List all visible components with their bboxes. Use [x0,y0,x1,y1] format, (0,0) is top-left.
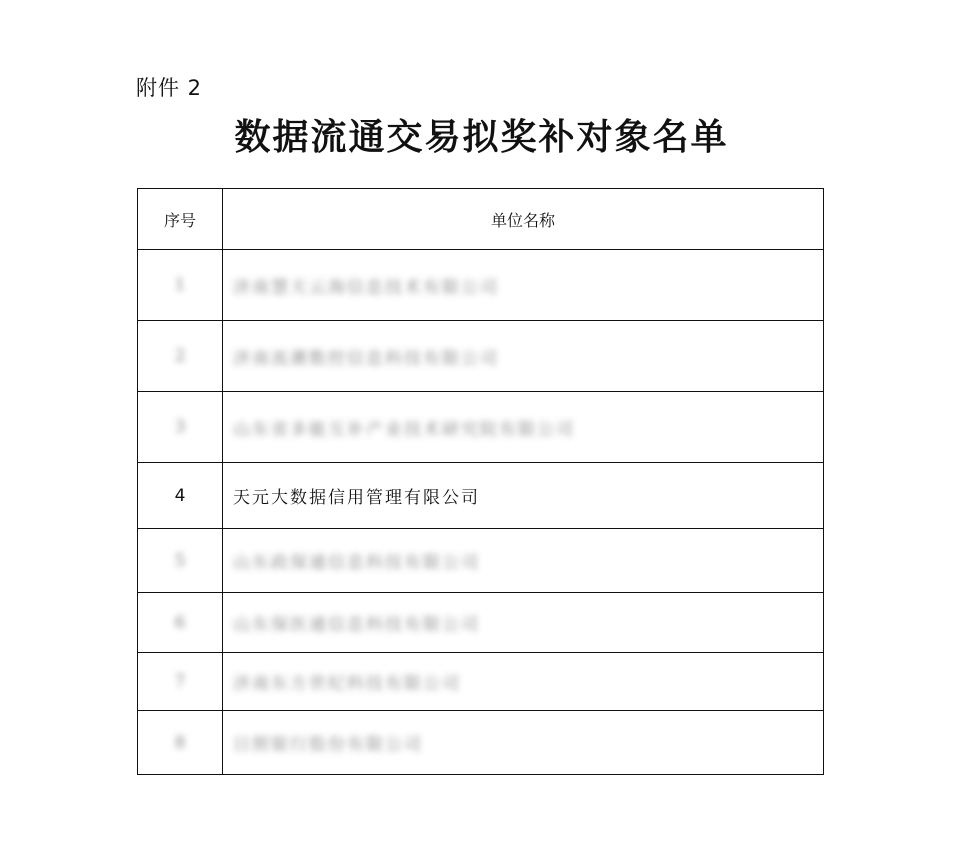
row-index: 6 [138,593,223,653]
row-company-name: 济南慧天云海信息技术有限公司 [223,250,824,321]
recipient-table [137,188,824,775]
row-index: 8 [138,711,223,775]
table-row [138,321,824,392]
table-row [138,711,824,775]
row-index: 1 [138,250,223,321]
row-company-name: 日照银行股份有限公司 [223,711,824,775]
row-index: 7 [138,653,223,711]
document-title: 数据流通交易拟奖补对象名单 [234,116,729,158]
row-index: 4 [138,463,223,529]
row-index: 3 [138,392,223,463]
table-row [138,653,824,711]
row-index: 2 [138,321,223,392]
row-company-name: 济南东方世纪科技有限公司 [223,653,824,711]
table-header-row [138,189,824,250]
header-name: 单位名称 [223,189,824,250]
row-company-name: 山东政保通信息科技有限公司 [223,529,824,593]
row-company-name: 山东保医通信息科技有限公司 [223,593,824,653]
row-company-name: 济南流潮数控信息科技有限公司 [223,321,824,392]
table-row [138,529,824,593]
attachment-label: 附件 2 [136,76,203,100]
table-row [138,250,824,321]
row-index: 5 [138,529,223,593]
table-row [138,593,824,653]
row-company-name: 山东省多能互补产业技术研究院有限公司 [223,392,824,463]
row-company-name: 天元大数据信用管理有限公司 [223,463,824,529]
header-index: 序号 [138,189,223,250]
table-row [138,392,824,463]
table-row [138,463,824,529]
